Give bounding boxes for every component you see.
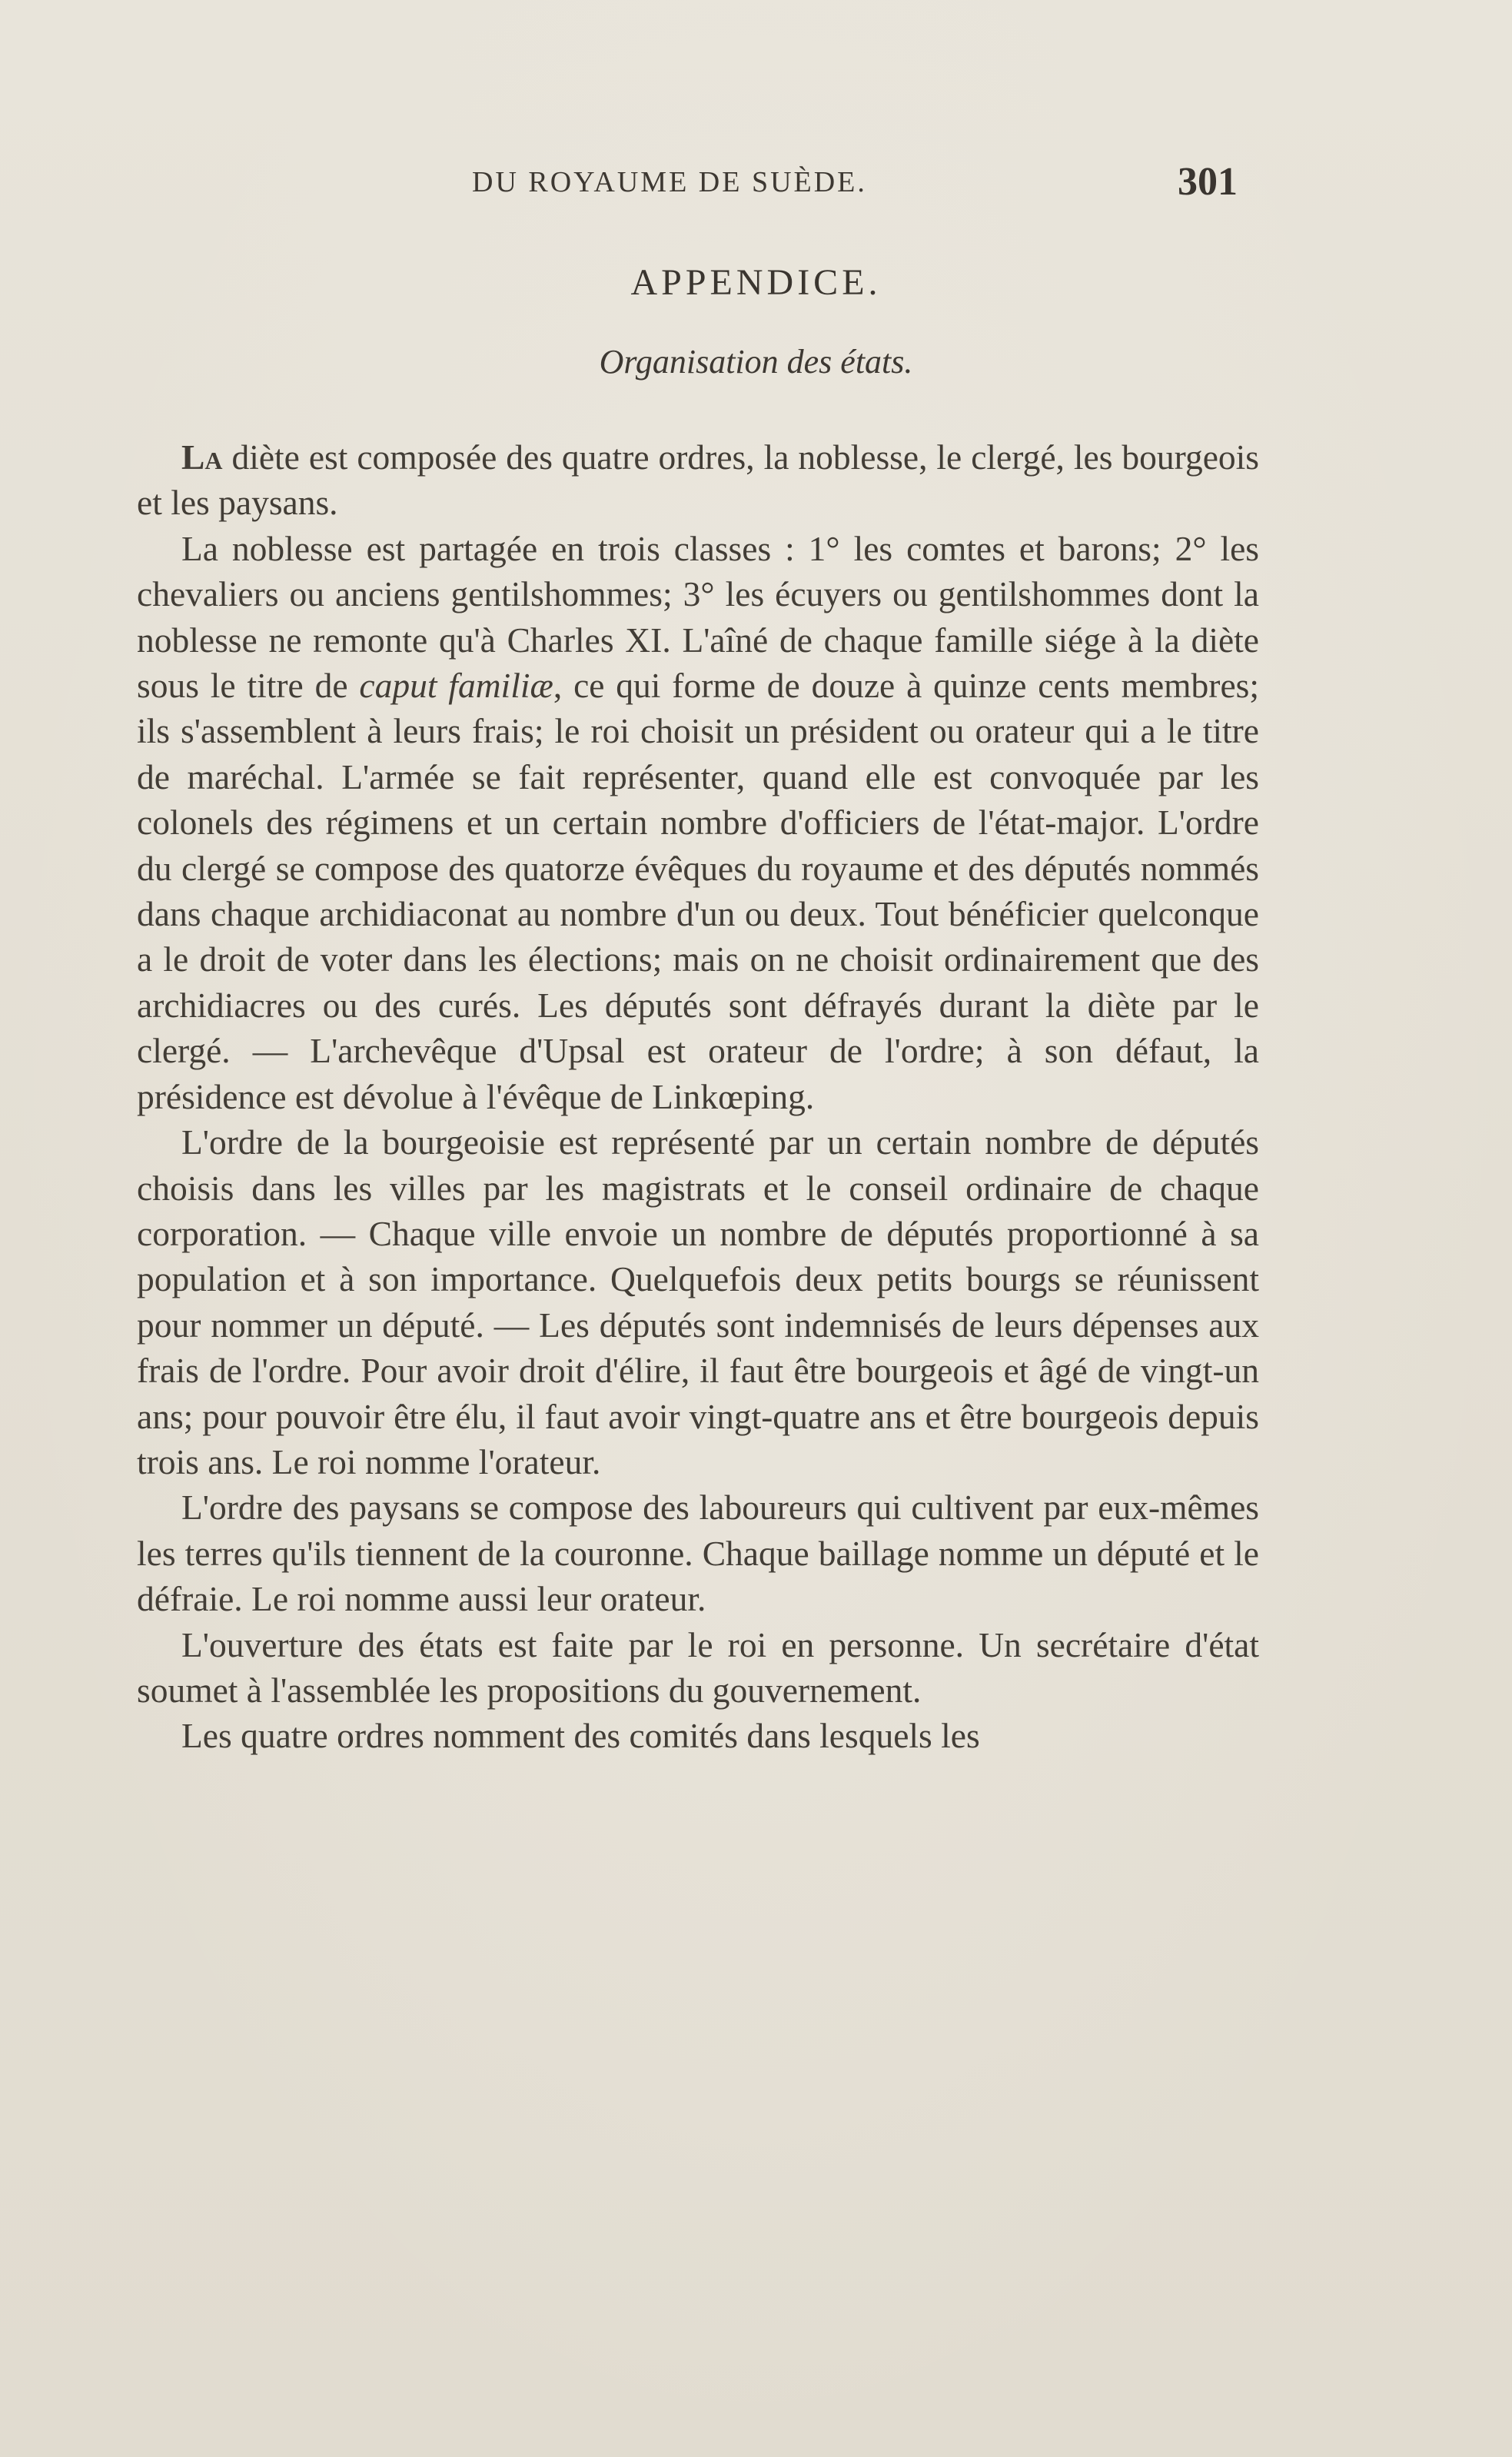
paragraph-4-text: L'ordre des paysans se compose des laboureurs qui cultivent par eux-mêmes les terres qu'ils tiennent de la couronne. Chaque baillage nomme un député et le défraie. Le roi nomme aussi leur orateur. xyxy=(137,1488,1259,1619)
latin-term: caput familiæ xyxy=(359,666,553,706)
paragraph-2 xyxy=(137,526,1259,1119)
body-text xyxy=(137,434,1259,1759)
running-head xyxy=(0,160,1512,211)
page-number: 301 xyxy=(1178,160,1238,204)
paragraph-1 xyxy=(137,434,1259,526)
paragraph-3-text: L'ordre de la bourgeoisie est représenté par un certain nombre de députés choisis dans les villes par les magistrats et le conseil ordinaire de chaque corporation. — Chaque ville envoie un nombre de députés proportionné à sa population et à son importance. Quelquefois deux petits bourgs se réunissent pour nommer un député. — Les députés sont indemnisés de leurs dépenses aux frais de l'ordre. Pour avoir droit d'élire, il faut être bourgeois et âgé de vingt-un ans; pour pouvoir être élu, il faut avoir vingt-quatre ans et être bourgeois depuis trois ans. Le roi nomme l'orateur. xyxy=(137,1122,1259,1481)
paragraph-2-text-after: , ce qui forme de douze à quinze cents membres; ils s'assemblent à leurs frais; le roi choisit un président ou orateur qui a le titre de maréchal. L'armée se fait représenter, quand elle est convoquée par les colonels des régimens et un certain nombre d'officiers de l'état-major. L'ordre du clergé se compose des quatorze évêques du royaume et des députés nommés dans chaque archidiaconat au nombre d'un ou deux. Tout bénéficier quelconque a le droit de voter dans les élections; mais on ne choisit ordinairement que des archidiacres ou des curés. Les députés sont défrayés durant la diète par le clergé. — L'archevêque d'Upsal est orateur de l'ordre; à son défaut, la présidence est dévolue à l'évêque de Linkœping. xyxy=(137,666,1260,1116)
paragraph-2-text: La noblesse est partagée en trois classes : 1° les comtes et barons; 2° les chevaliers ou anciens gentilshommes; 3° les écuyers ou gentilshommes dont la noblesse ne remonte qu'à Charles XI. L'aîné de chaque famille siége à la diète sous le titre de xyxy=(137,528,1259,706)
paragraph-1-text: diète est composée des quatre ordres, la noblesse, le clergé, les bourgeois et les paysans. xyxy=(137,437,1259,523)
paragraph-5-text: L'ouverture des états est faite par le roi en personne. Un secrétaire d'état soumet à l'assemblée les propositions du gouvernement. xyxy=(137,1624,1259,1710)
paragraph-5 xyxy=(137,1622,1259,1714)
section-title: APPENDICE. xyxy=(630,262,882,303)
section-subtitle: Organisation des états. xyxy=(599,343,913,381)
paragraph-6-text: Les quatre ordres nomment des comités dans lesquels les xyxy=(181,1716,980,1756)
drop-lead: La xyxy=(181,437,223,477)
paragraph-6 xyxy=(137,1713,1259,1758)
paragraph-4 xyxy=(137,1485,1259,1621)
running-title: DU ROYAUME DE SUÈDE. xyxy=(472,166,867,198)
paragraph-3 xyxy=(137,1119,1259,1485)
